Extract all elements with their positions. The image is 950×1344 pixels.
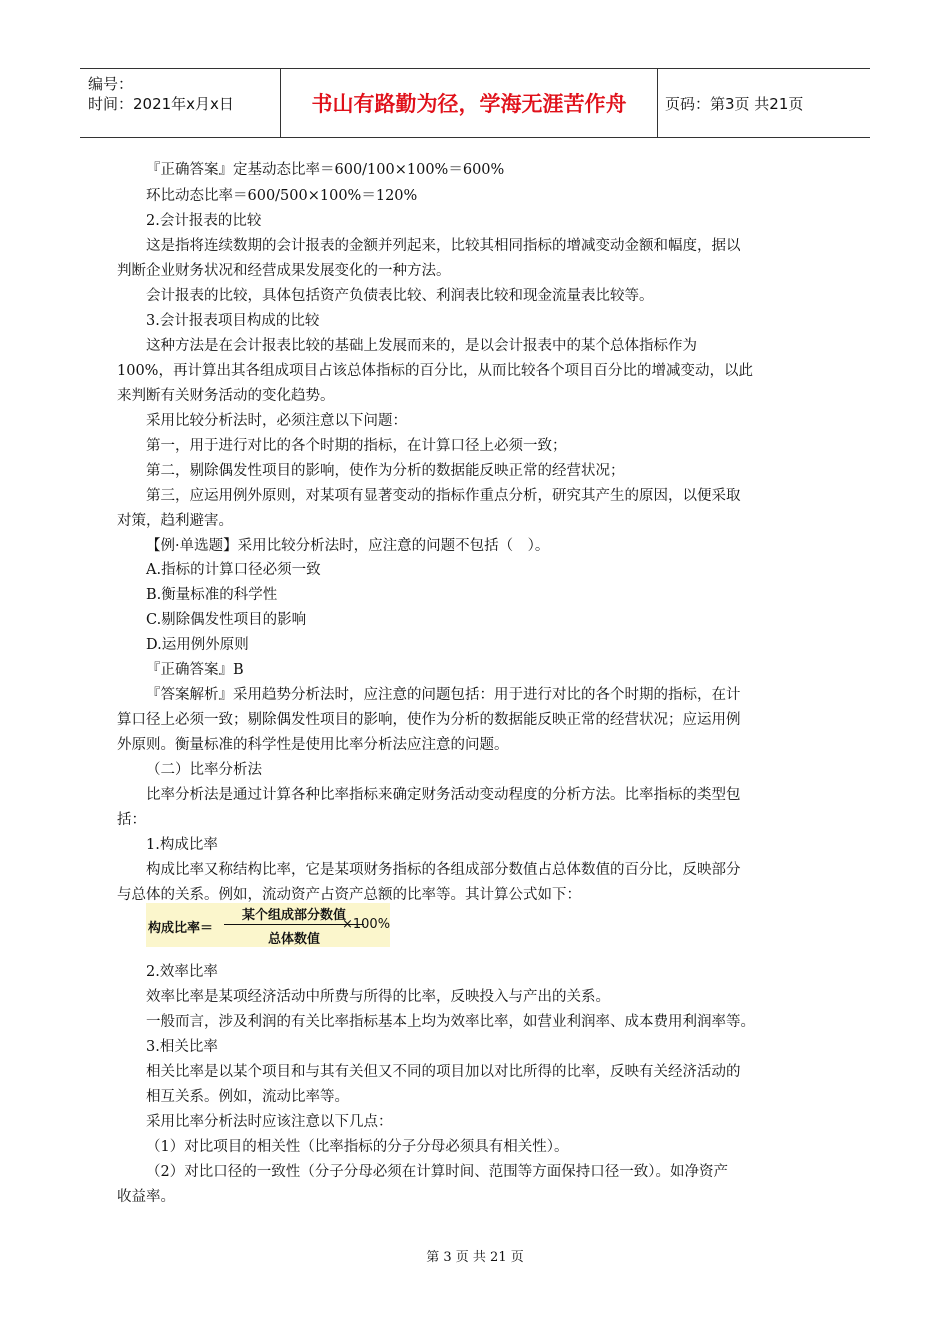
number-label: 编号： — [88, 75, 134, 93]
formula-lhs: 构成比率＝ — [148, 921, 214, 936]
text-line: 判断企业财务状况和经营成果发展变化的一种方法。 — [117, 263, 451, 279]
text-line: （二）比率分析法 — [146, 762, 262, 778]
text-line: （2）对比口径的一致性（分子分母必须在计算时间、范围等方面保持口径一致）。如净资产 — [146, 1164, 728, 1180]
text-line: 2.会计报表的比较 — [146, 213, 262, 229]
text-line: 效率比率是某项经济活动中所费与所得的比率，反映投入与产出的关系。 — [146, 989, 610, 1005]
text-line: 括： — [117, 812, 146, 828]
page-info: 页码：第3页 共21页 — [665, 94, 804, 113]
text-line: 相互关系。例如，流动比率等。 — [146, 1089, 349, 1105]
text-line: 100%，再计算出其各组成项目占该总体指标的百分比，从而比较各个项目百分比的增减变动，以此 — [117, 363, 753, 379]
text-line: 比率分析法是通过计算各种比率指标来确定财务活动变动程度的分析方法。比率指标的类型包 — [146, 787, 741, 803]
formula — [146, 903, 390, 947]
motto: 书山有路勤为径，学海无涯苦作舟 — [281, 69, 658, 137]
text-line: 来判断有关财务活动的变化趋势。 — [117, 388, 335, 404]
text-line: 这是指将连续数期的会计报表的金额并列起来，比较其相同指标的增减变动金额和幅度，据以 — [146, 238, 741, 254]
text-line: 3.会计报表项目构成的比较 — [146, 313, 320, 329]
text-line: 环比动态比率＝600/500×100%＝120% — [146, 188, 418, 204]
text-line: 第二，剔除偶发性项目的影响，使作为分析的数据能反映正常的经营状况； — [146, 463, 625, 479]
formula-rhs: ×100% — [342, 917, 391, 932]
page-header — [80, 68, 870, 138]
text-line: 算口径上必须一致；剔除偶发性项目的影响，使作为分析的数据能反映正常的经营状况；应运用例 — [117, 712, 741, 728]
text-line: 『答案解析』采用趋势分析法时，应注意的问题包括：用于进行对比的各个时期的指标，在计 — [146, 687, 741, 703]
text-line: 采用比率分析法时应该注意以下几点： — [146, 1114, 393, 1130]
text-line: D.运用例外原则 — [146, 637, 249, 653]
text-line: 收益率。 — [117, 1189, 175, 1205]
text-line: 外原则。衡量标准的科学性是使用比率分析法应注意的问题。 — [117, 737, 509, 753]
text-line: 相关比率是以某个项目和与其有关但又不同的项目加以对比所得的比率，反映有关经济活动的 — [146, 1064, 741, 1080]
text-line: 会计报表的比较，具体包括资产负债表比较、利润表比较和现金流量表比较等。 — [146, 288, 654, 304]
text-line: 第三，应运用例外原则，对某项有显著变动的指标作重点分析，研究其产生的原因，以便采取 — [146, 488, 741, 504]
text-line: 对策，趋利避害。 — [117, 513, 233, 529]
text-line: 2.效率比率 — [146, 964, 218, 980]
text-line: 3.相关比率 — [146, 1039, 218, 1055]
page-footer: 第 3 页 共 21 页 — [426, 1250, 524, 1265]
text-line: 第一，用于进行对比的各个时期的指标，在计算口径上必须一致； — [146, 438, 567, 454]
text-line: 『正确答案』B — [146, 662, 244, 678]
formula-denominator: 总体数值 — [267, 932, 320, 947]
text-line: 采用比较分析法时，必须注意以下问题： — [146, 413, 407, 429]
formula-numerator: 某个组成部分数值 — [241, 908, 346, 923]
text-line: A.指标的计算口径必须一致 — [146, 562, 321, 578]
text-line: 『正确答案』定基动态比率＝600/100×100%＝600% — [146, 162, 505, 178]
time-label: 时间：2021年x月x日 — [88, 95, 234, 113]
text-line: 构成比率又称结构比率，它是某项财务指标的各组成部分数值占总体数值的百分比，反映部分 — [146, 862, 741, 878]
text-line: 这种方法是在会计报表比较的基础上发展而来的，是以会计报表中的某个总体指标作为 — [146, 338, 697, 354]
text-line: 1.构成比率 — [146, 837, 218, 853]
text-line: 一般而言，涉及利润的有关比率指标基本上均为效率比率，如营业利润率、成本费用利润率等。 — [146, 1014, 755, 1030]
text-line: 与总体的关系。例如，流动资产占资产总额的比率等。其计算公式如下： — [117, 887, 581, 903]
text-line: C.剔除偶发性项目的影响 — [146, 612, 307, 628]
text-line: （1）对比项目的相关性（比率指标的分子分母必须具有相关性）。 — [146, 1139, 569, 1155]
text-line: B.衡量标准的科学性 — [146, 587, 278, 603]
text-line: 【例·单选题】采用比较分析法时，应注意的问题不包括（ ）。 — [146, 538, 550, 554]
header-meta-cell — [80, 69, 281, 137]
